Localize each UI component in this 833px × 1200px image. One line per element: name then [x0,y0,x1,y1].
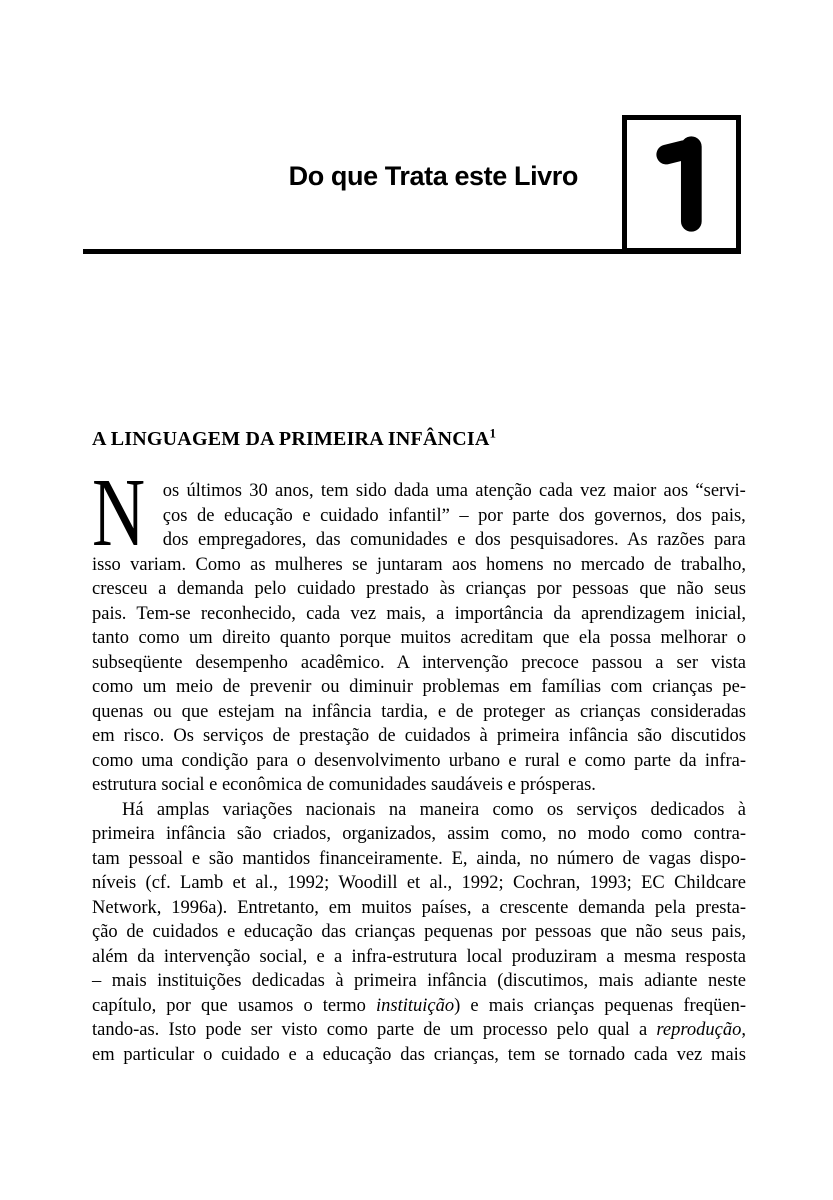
text-line: isso variam. Como as mulheres se juntaram aos homens no mercado de trabalho, [92,554,746,575]
section-heading [92,427,746,451]
section-heading-text: A LINGUAGEM DA PRIMEIRA INFÂNCIA [92,428,490,450]
text-line: os últimos 30 anos, tem sido dada uma atenção cada vez maior aos “servi- [162,481,746,501]
text-line: – mais instituições dedicadas à primeira infância (discutimos, mais adiante neste [92,971,746,991]
text-line: tando-as. Isto pode ser visto como parte de um processo pelo qual a reprodução, [92,1020,746,1040]
drop-cap: N [92,459,146,567]
text-line: Há amplas variações nacionais na maneira como os serviços dedicados à [122,799,746,820]
body-text [92,459,746,1067]
text-line: pais. Tem-se reconhecido, cada vez mais, a importância da aprendizagem inicial, [92,603,746,624]
chapter-title: Do que Trata este Livro [288,161,578,191]
text-line: primeira infância são criados, organizados, assim como, no modo como contra- [92,824,746,844]
text-line: em risco. Os serviços de prestação de cuidados à primeira infância são discutidos [92,726,746,746]
text-line: tam pessoal e são mantidos financeiramente. E, ainda, no número de vagas dispo- [92,848,746,869]
text-line: capítulo, por que usamos o termo instituição) e mais crianças pequenas freqüen- [92,995,746,1016]
text-line: estrutura social e econômica de comunidades saudáveis e prósperas. [92,775,596,795]
header-rule [83,249,741,254]
text-line: níveis (cf. Lamb et al., 1992; Woodill et al., 1992; Cochran, 1993; EC Childcare [92,873,746,893]
text-line: ção de cuidados e educação das crianças pequenas por pessoas que não seus pais, [92,922,746,942]
text-line: cresceu a demanda pelo cuidado prestado às crianças por pessoas que não seus [92,579,746,599]
footnote-ref: 1 [489,425,497,441]
text-line: Network, 1996a). Entretanto, em muitos países, a crescente demanda pela presta- [92,897,746,918]
text-line: quenas ou que estejam na infância tardia, e de proteger as crianças consideradas [92,701,746,722]
text-line: como um meio de prevenir ou diminuir problemas em famílias com crianças pe- [92,677,746,697]
text-line: tanto como um direito quanto porque muitos acreditam que ela possa melhorar o [92,628,746,648]
text-line: em particular o cuidado e a educação das crianças, tem se tornado cada vez mais [92,1044,746,1065]
text-line: como uma condição para o desenvolvimento urbano e rural e como parte da infra- [92,750,746,771]
chapter-number-box [622,115,741,253]
text-line: subseqüente desempenho acadêmico. A intervenção precoce passou a ser vista [92,652,746,673]
text-line: além da intervenção social, e a infra-estrutura local produziram a mesma resposta [92,946,746,967]
numeral-1-icon [653,132,711,236]
text-line: dos empregadores, das comunidades e dos pesquisadores. As razões para [162,530,746,550]
text-line: ços de educação e cuidado infantil” – por parte dos governos, dos pais, [162,505,746,526]
text-block [92,427,746,1067]
